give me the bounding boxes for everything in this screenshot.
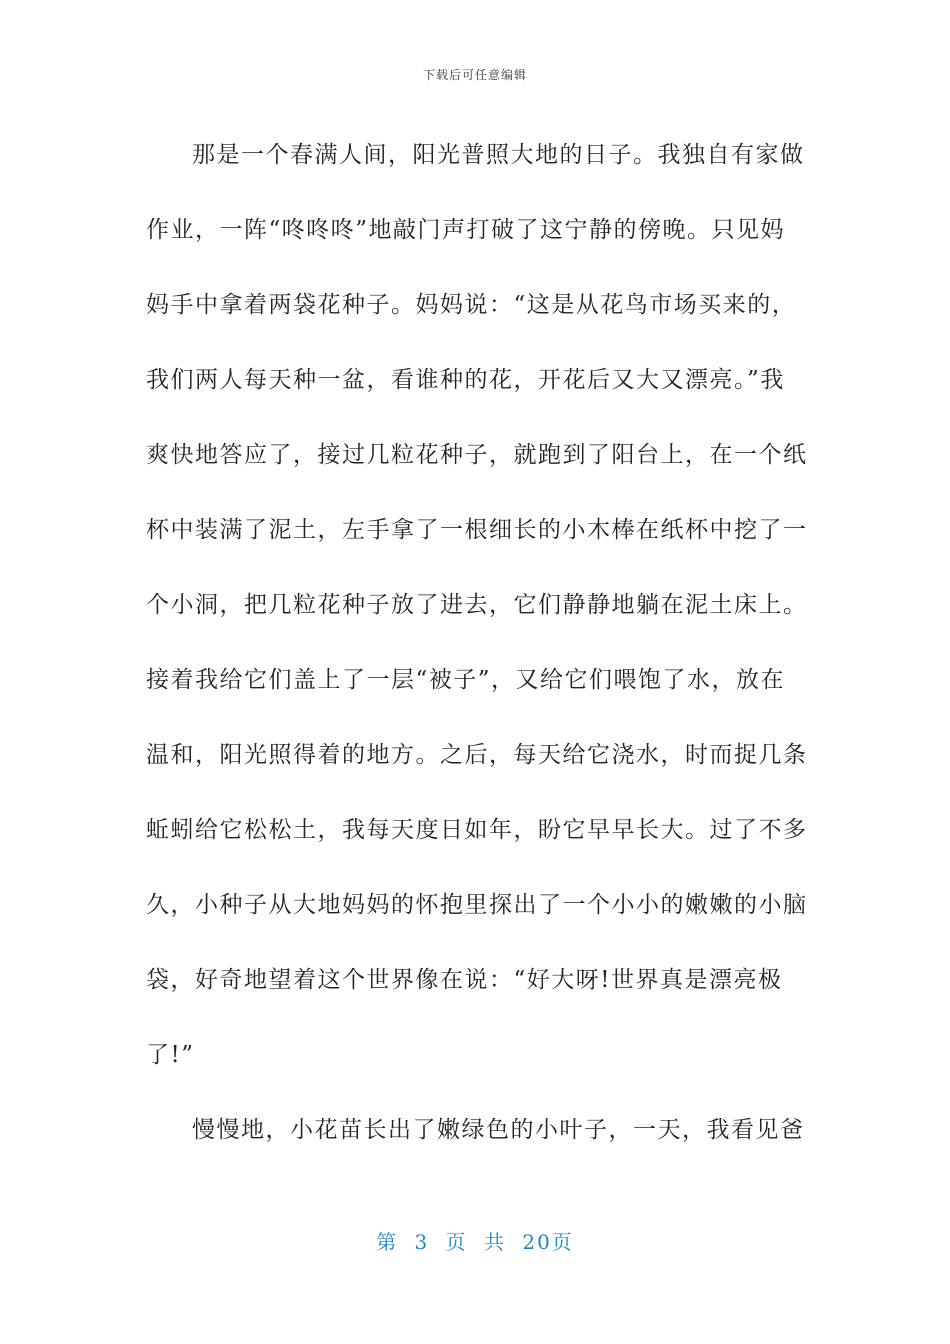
text-line: 接着我给它们盖上了一层“被子”，又给它们喂饱了水，放在 <box>146 667 786 693</box>
page-label-mid: 页 <box>445 1230 468 1254</box>
total-pages: 20页 <box>522 1230 574 1254</box>
text-line: 久，小种子从大地妈妈的怀抱里探出了一个小小的嫩嫩的小脑 <box>146 892 808 918</box>
page-header: 下载后可任意编辑 <box>422 68 527 82</box>
text-line: 温和，阳光照得着的地方。之后，每天给它浇水，时而捉几条 <box>146 742 808 768</box>
text-line: 个小洞，把几粒花种子放了进去，它们静静地躺在泥土床上。 <box>146 592 808 618</box>
text-line: 杯中装满了泥土，左手拿了一根细长的小木棒在纸杯中挖了一 <box>146 517 808 543</box>
page-number: 3 <box>414 1230 430 1254</box>
text-line: 蚯蚓给它松松土，我每天度日如年，盼它早早长大。过了不多 <box>146 817 808 843</box>
text-line: 袋，好奇地望着这个世界像在说：“好大呀!世界真是漂亮极 <box>146 967 783 993</box>
page-label-prefix: 第 <box>376 1230 399 1254</box>
document-body <box>146 118 808 1168</box>
paragraph-1 <box>146 118 808 1093</box>
text-line: 妈手中拿着两袋花种子。妈妈说：“这是从花鸟市场买来的， <box>146 292 797 318</box>
text-line: 那是一个春满人间，阳光普照大地的日子。我独自有家做 <box>192 142 805 168</box>
text-line: 我们两人每天种一盆，看谁种的花，开花后又大又漂亮。”我 <box>146 367 785 393</box>
text-line: 爽快地答应了，接过几粒花种子，就跑到了阳台上，在一个纸 <box>146 442 808 468</box>
page-footer <box>0 1226 950 1255</box>
text-line: 慢慢地，小花苗长出了嫩绿色的小叶子，一天，我看见爸 <box>192 1117 805 1143</box>
total-label: 共 <box>484 1230 506 1254</box>
text-line: 了!” <box>146 1042 195 1068</box>
text-line: 作业，一阵“咚咚咚”地敲门声打破了这宁静的傍晚。只见妈 <box>146 217 786 243</box>
paragraph-2 <box>146 1093 805 1168</box>
